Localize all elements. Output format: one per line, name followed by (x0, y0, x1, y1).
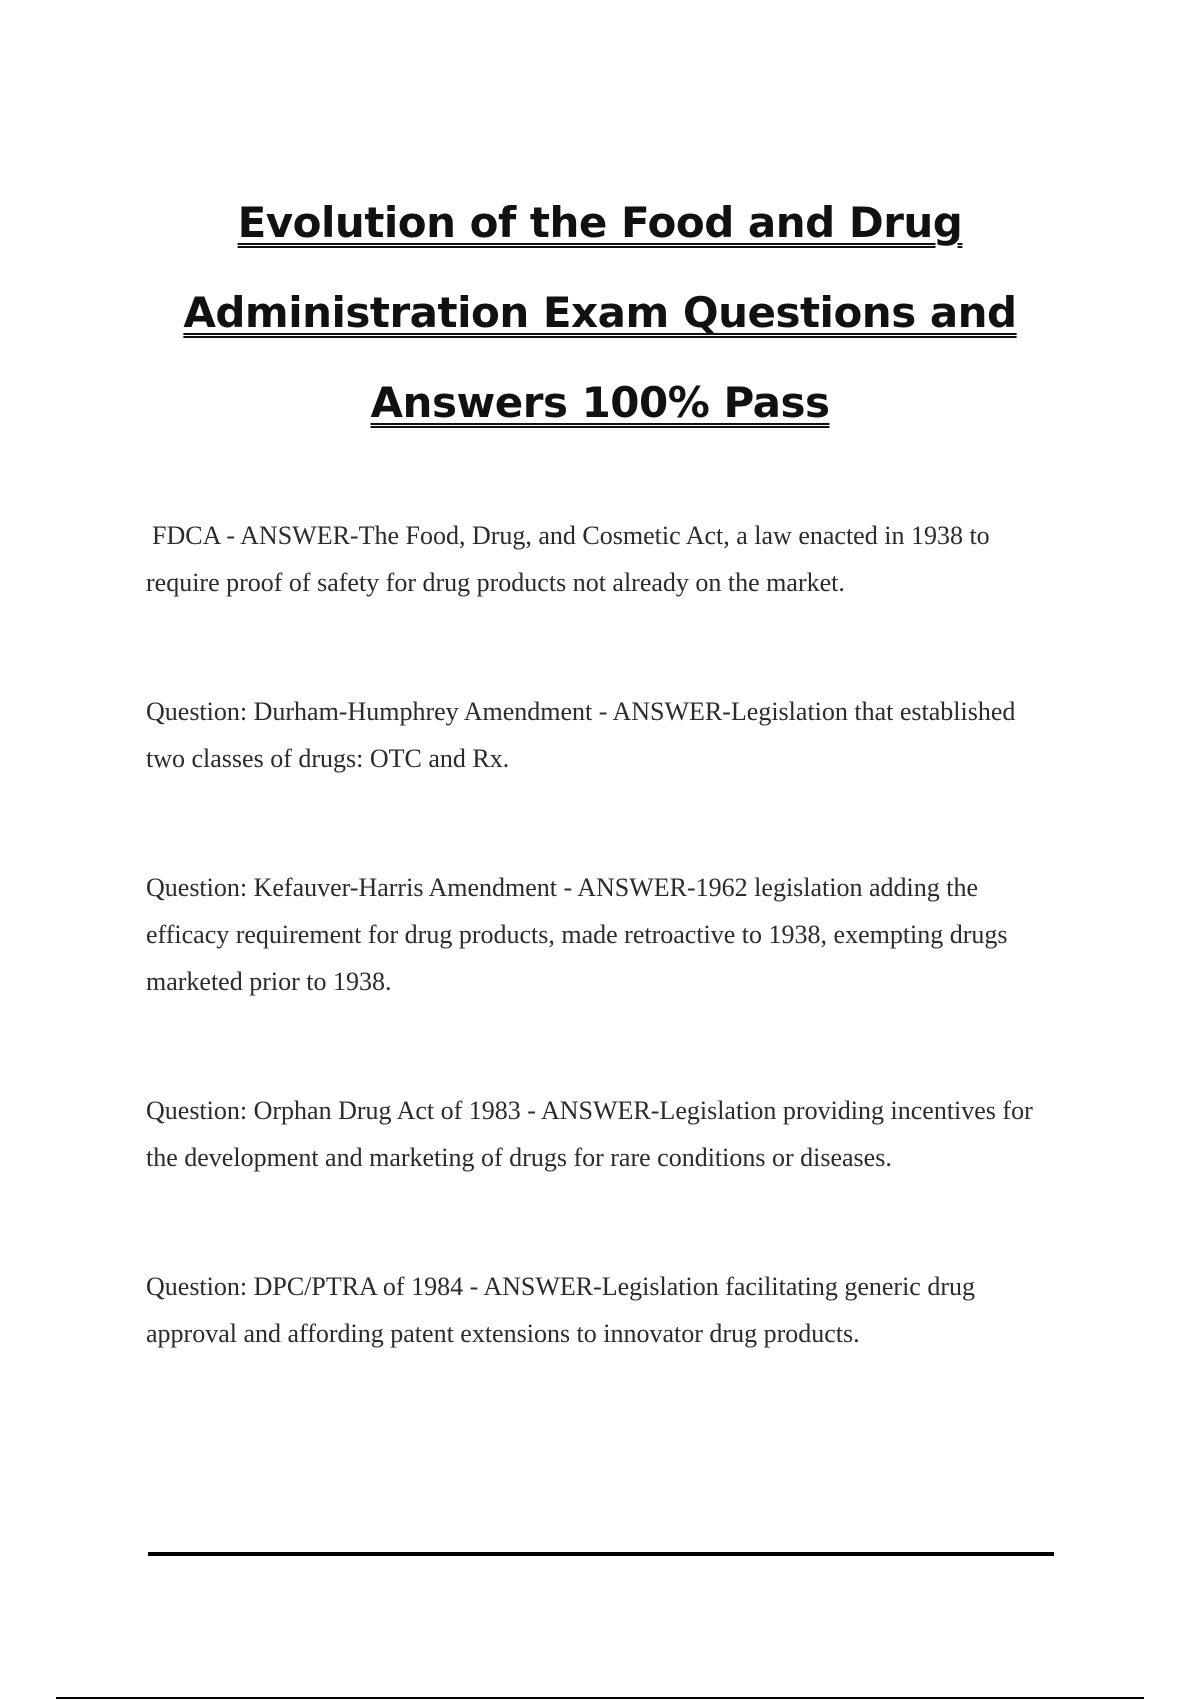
qa-item-kefauver-harris: Question: Kefauver-Harris Amendment - ANSWER-1962 legislation adding the efficacy requirement for drug products, made retroactive to 1938, exempting drugs marketed prior to 1938. (146, 873, 1008, 996)
qa-list (146, 512, 1056, 1357)
title-line: Administration Exam Questions and (183, 288, 1017, 337)
title-line: Answers 100% Pass (370, 378, 830, 427)
qa-item-orphan-drug-act: Question: Orphan Drug Act of 1983 - ANSWER-Legislation providing incentives for the development and marketing of drugs for rare conditions or diseases. (146, 1096, 1033, 1172)
page-bottom-divider (56, 1697, 1144, 1699)
document-title (130, 178, 1070, 448)
qa-item-durham-humphrey: Question: Durham-Humphrey Amendment - ANSWER-Legislation that established two classes of drugs: OTC and Rx. (146, 697, 1016, 773)
footer-divider (148, 1552, 1054, 1556)
title-line: Evolution of the Food and Drug (237, 198, 963, 247)
qa-item-dpc-ptra: Question: DPC/PTRA of 1984 - ANSWER-Legislation facilitating generic drug approval and affording patent extensions to innovator drug products. (146, 1272, 976, 1348)
qa-item-fdca: FDCA - ANSWER-The Food, Drug, and Cosmetic Act, a law enacted in 1938 to require proof of safety for drug products not already on the market. (146, 521, 990, 597)
